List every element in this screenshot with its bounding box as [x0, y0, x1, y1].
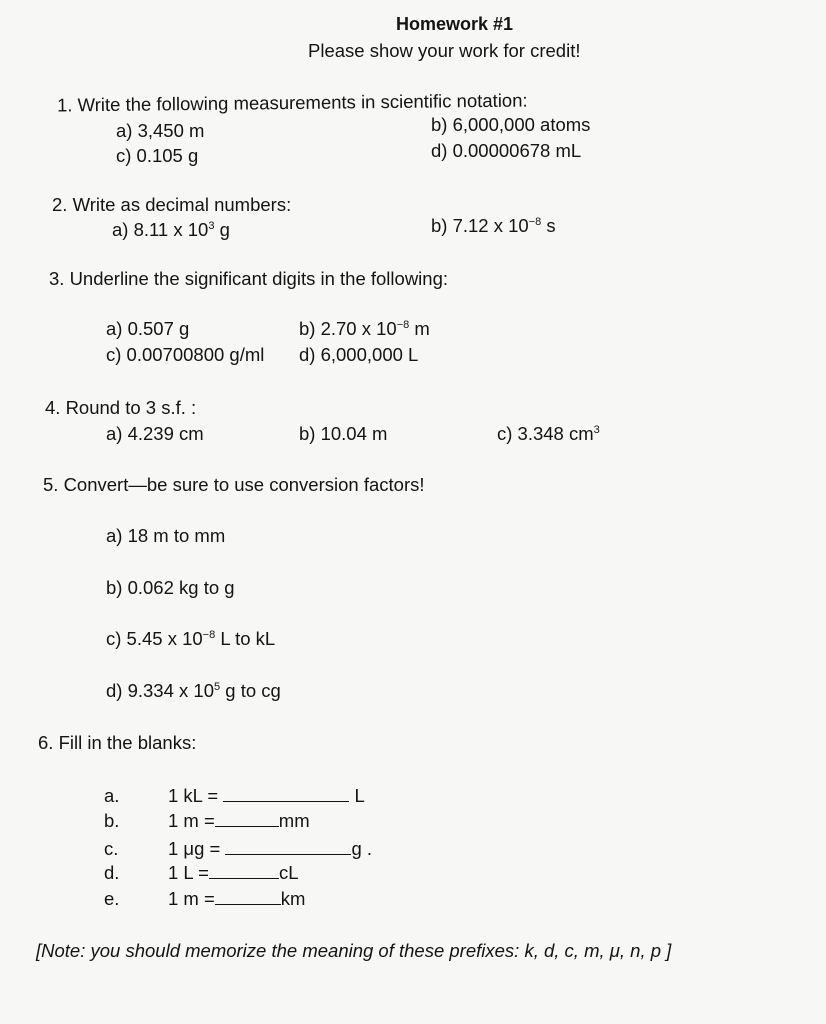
q3-item-b: b) 2.70 x $10^{-8}$ m: [299, 318, 430, 339]
instructions: Please show your work for credit!: [308, 40, 581, 61]
q6-item-b: 1 m = mm: [168, 810, 310, 831]
q3-item-d: d) 6,000,000 L: [299, 344, 419, 365]
q1-item-a: a) 3,450 m: [116, 120, 205, 141]
q5-prompt: 5. Convert—be sure to use conversion factors!: [43, 474, 425, 495]
q6-item-d: 1 L = cL: [168, 862, 299, 883]
q2-prompt: 2. Write as decimal numbers:: [52, 194, 292, 215]
q6-item-e: 1 m = km: [168, 888, 306, 909]
q5-item-d: d) 9.334 x $10^5$ g to cg: [106, 680, 281, 701]
q1-item-b: b) 6,000,000 atoms: [431, 114, 591, 135]
q6-letter-c: c.: [104, 838, 119, 859]
q3-item-a: a) 0.507 g: [106, 318, 190, 339]
q2-item-b: b) 7.12 x $10^{-8}$ s: [431, 215, 556, 236]
q1-item-d: d) 0.00000678 mL: [431, 140, 582, 161]
q6-letter-b: b.: [104, 810, 120, 831]
q6-letter-e: e.: [104, 888, 120, 909]
q4-item-c: c) 3.348 $cm^3$: [497, 423, 600, 444]
q3-prompt: 3. Underline the significant digits in the following:: [49, 268, 449, 289]
q3-item-c: c) 0.00700800 g/ml: [106, 344, 265, 365]
q1-item-c: c) 0.105 g: [116, 145, 199, 166]
prefix-note: [Note: you should memorize the meaning of these prefixes: k, d, c, m, μ, n, p ]: [36, 940, 672, 961]
q5-item-a: a) 18 m to mm: [106, 525, 226, 546]
q6-letter-d: d.: [104, 862, 120, 883]
q6-letter-a: a.: [104, 785, 120, 806]
homework-title: Homework #1: [396, 14, 514, 34]
q4-prompt: 4. Round to 3 s.f. :: [45, 397, 197, 418]
blank-d[interactable]: [209, 862, 279, 879]
q4-item-b: b) 10.04 m: [299, 423, 388, 444]
q6-prompt: 6. Fill in the blanks:: [38, 732, 197, 753]
q5-item-c: c) 5.45 x $10^{-8}$ L to kL: [106, 628, 276, 649]
blank-a[interactable]: [223, 785, 349, 802]
blank-e[interactable]: [215, 888, 281, 905]
blank-c[interactable]: [225, 838, 351, 855]
q1-prompt: 1. Write the following measurements in scientific notation:: [56, 89, 528, 116]
q6-item-c: 1 μg = g .: [168, 838, 373, 859]
q6-item-a: 1 kL = L: [168, 785, 365, 806]
blank-b[interactable]: [215, 810, 279, 827]
q2-item-a: a) 8.11 x $10^3$ g: [112, 219, 230, 240]
q5-item-b: b) 0.062 kg to g: [106, 577, 235, 598]
q4-item-a: a) 4.239 cm: [106, 423, 204, 444]
